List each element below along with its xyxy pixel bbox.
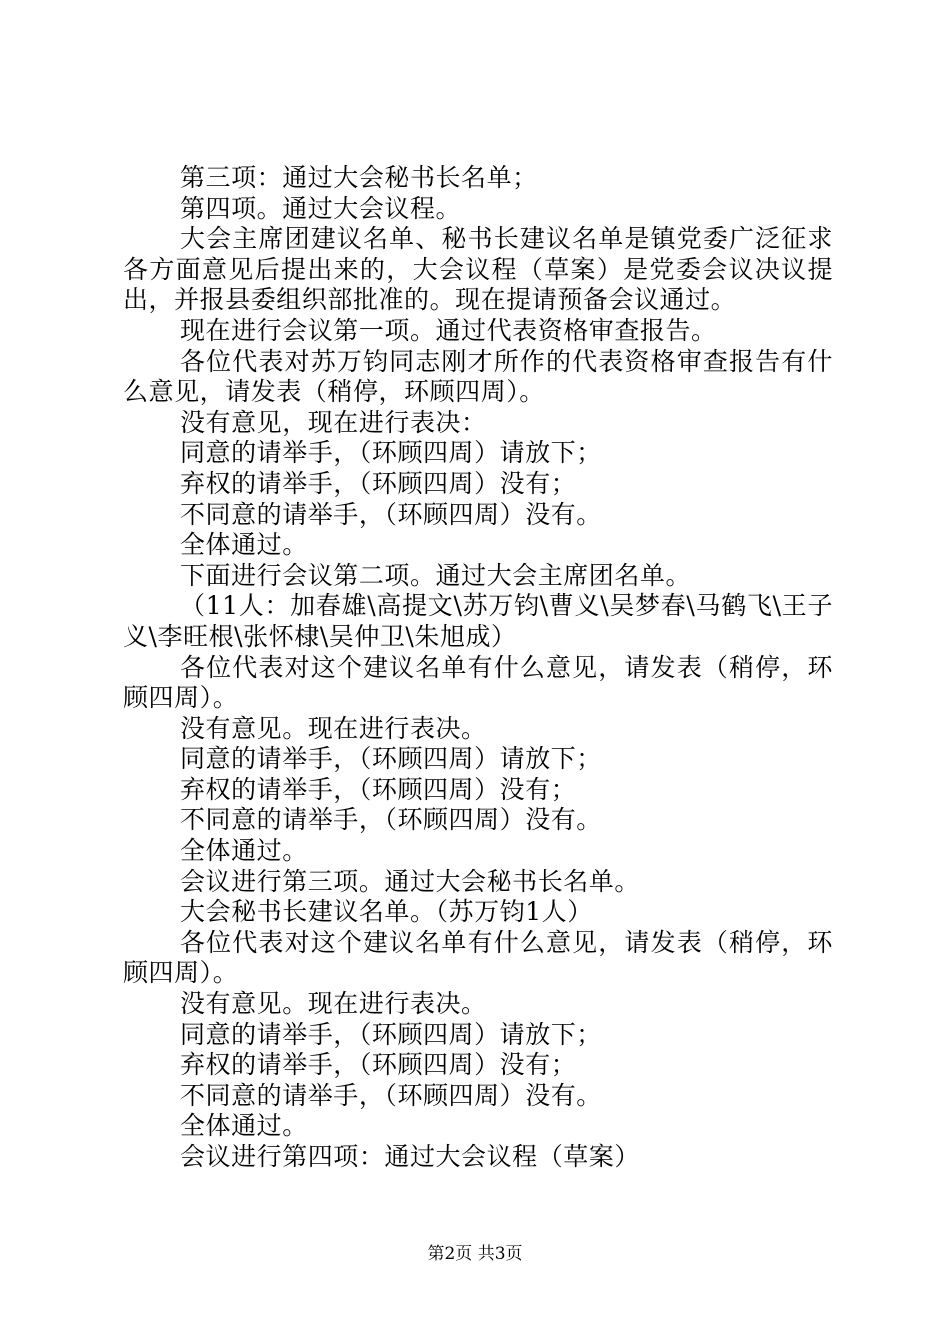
paragraph: 各位代表对这个建议名单有什么意见，请发表（稍停，环顾四周）。 [123, 927, 833, 988]
document-body [123, 163, 833, 1173]
paragraph: 不同意的请举手，（环顾四周）没有。 [180, 499, 602, 529]
paragraph: 全体通过。 [180, 836, 308, 866]
paragraph: 各位代表对这个建议名单有什么意见，请发表（稍停，环顾四周）。 [123, 652, 833, 713]
paragraph: 不同意的请举手，（环顾四周）没有。 [180, 805, 602, 835]
paragraph: 弃权的请举手，（环顾四周）没有； [180, 468, 577, 498]
paragraph: 没有意见。现在进行表决。 [180, 989, 487, 1019]
paragraph: 弃权的请举手，（环顾四周）没有； [180, 774, 577, 804]
paragraph: 大会秘书长建议名单。（苏万钧1人） [180, 897, 593, 927]
paragraph: 同意的请举手，（环顾四周）请放下； [180, 744, 602, 774]
paragraph: （11人：加春雄\高提文\苏万钧\曹义\吴梦春\马鹤飞\王子义\李旺根\张怀棣\吴仲卫\朱旭成） [123, 591, 833, 651]
paragraph: 全体通过。 [180, 530, 308, 560]
paragraph: 弃权的请举手，（环顾四周）没有； [180, 1050, 577, 1080]
paragraph: 会议进行第三项。通过大会秘书长名单。 [180, 866, 640, 896]
paragraph: 没有意见，现在进行表决： [180, 407, 487, 437]
paragraph: 同意的请举手，（环顾四周）请放下； [180, 1019, 602, 1049]
paragraph: 会议进行第四项：通过大会议程（草案） [180, 1142, 640, 1171]
paragraph: 各位代表对苏万钧同志刚才所作的代表资格审查报告有什么意见，请发表（稍停，环顾四周）。 [123, 346, 833, 407]
page-number-footer: 第2页 共3页 [427, 1244, 523, 1264]
paragraph: 不同意的请举手，（环顾四周）没有。 [180, 1080, 602, 1110]
paragraph: 下面进行会议第二项。通过大会主席团名单。 [180, 560, 692, 590]
paragraph: 第三项：通过大会秘书长名单； [180, 163, 538, 192]
paragraph: 大会主席团建议名单、秘书长建议名单是镇党委广泛征求各方面意见后提出来的，大会议程（草案）是党委会议决议提出，并报县委组织部批准的。现在提请预备会议通过。 [123, 224, 833, 315]
paragraph: 全体通过。 [180, 1111, 308, 1141]
paragraph: 同意的请举手，（环顾四周）请放下； [180, 438, 602, 468]
paragraph: 第四项。通过大会议程。 [180, 193, 462, 223]
paragraph: 没有意见。现在进行表决。 [180, 713, 487, 743]
paragraph: 现在进行会议第一项。通过代表资格审查报告。 [180, 315, 717, 345]
